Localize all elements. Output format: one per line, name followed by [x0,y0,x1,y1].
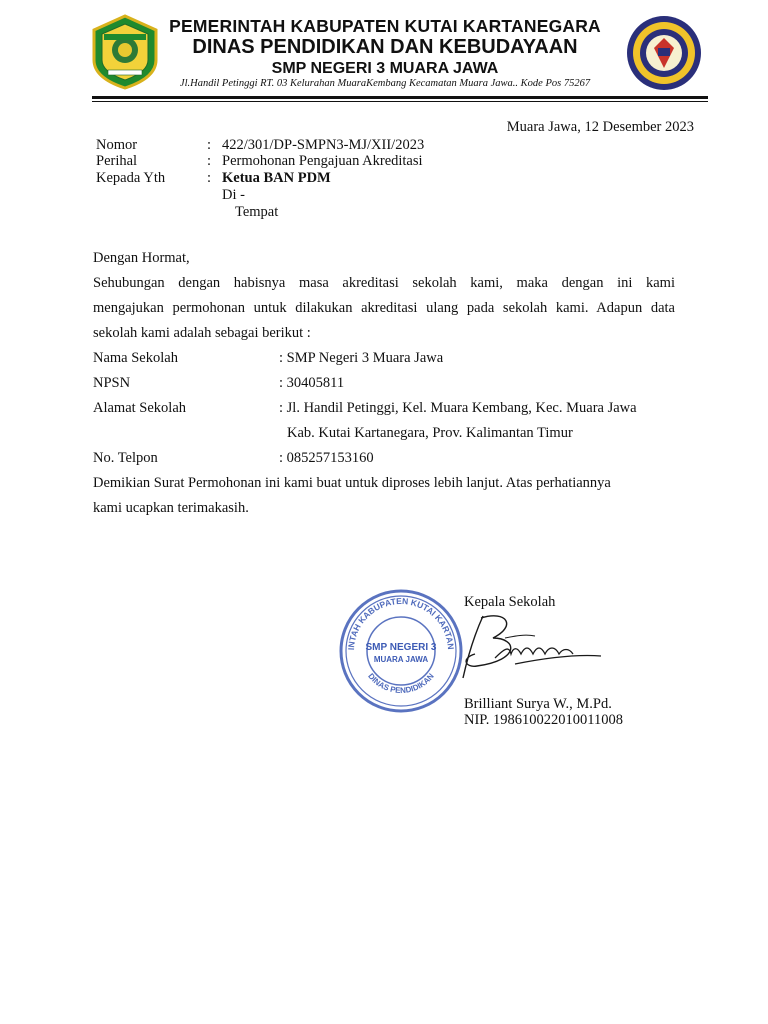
svg-text:MUARA JAWA: MUARA JAWA [373,655,429,664]
svg-text:SMP NEGERI 3: SMP NEGERI 3 [365,642,437,653]
meta-value-nomor: 422/301/DP-SMPN3-MJ/XII/2023 [222,137,425,153]
signer-name: Brilliant Surya W., M.Pd. [464,696,612,712]
recipient-di: Di - [222,187,245,203]
meta-value-kepada: Ketua BAN PDM [222,170,331,186]
greeting: Dengan Hormat, [93,250,190,266]
place-date: Muara Jawa, 12 Desember 2023 [506,119,694,135]
detail-value-address: : Jl. Handil Petinggi, Kel. Muara Kembang, Kec. Muara Jawa [279,400,637,416]
paragraph-line: Sehubungan dengan habisnya masa akreditasi sekolah kami, maka dengan ini kami [93,275,675,291]
official-stamp [336,586,466,716]
meta-label-kepada: Kepada Yth [96,170,166,186]
detail-value-name: : SMP Negeri 3 Muara Jawa [279,350,444,366]
signer-title: Kepala Sekolah [464,594,556,610]
meta-sep-nomor: : [207,137,212,153]
detail-label-name: Nama Sekolah [93,350,178,366]
recipient-tempat: Tempat [235,204,279,220]
header-department: DINAS PENDIDIKAN DAN KEBUDAYAAN [192,36,578,58]
signer-nip: NIP. 198610022010011008 [464,712,623,728]
closing-line: kami ucapkan terimakasih. [93,500,249,516]
meta-sep-perihal: : [207,153,212,169]
detail-value-phone: : 085257153160 [279,450,374,466]
paragraph-line: mengajukan permohonan untuk dilakukan akreditasi ulang pada sekolah kami. Adapun data [93,300,675,316]
meta-value-perihal: Permohonan Pengajuan Akreditasi [222,153,423,169]
school-logo [624,14,704,92]
meta-label-perihal: Perihal [96,153,138,169]
detail-value-address-cont: Kab. Kutai Kartanegara, Prov. Kalimantan Timur [287,425,573,441]
svg-text:PEMERINTAH KABUPATEN KUTAI KAR: INTAH KABUPATEN KUTAI KARTAN [345,595,457,651]
header-school: SMP NEGERI 3 MUARA JAWA [271,60,499,77]
paragraph-line: sekolah kami adalah sebagai berikut : [93,325,311,341]
detail-label-address: Alamat Sekolah [93,400,187,416]
svg-text:DINAS PENDIDIKAN: DINAS PENDIDIKAN [366,671,436,696]
header-rule-thick [92,96,708,99]
header-address: Jl.Handil Petinggi RT. 03 Kelurahan MuaraKembang Kecamatan Muara Jawa.. Kode Pos 75267 [179,78,591,89]
detail-value-npsn: : 30405811 [279,375,345,391]
header-government: PEMERINTAH KABUPATEN KUTAI KARTANEGARA [169,16,601,36]
meta-label-nomor: Nomor [96,137,138,153]
detail-label-npsn: NPSN [93,375,131,391]
closing-line: Demikian Surat Permohonan ini kami buat untuk diproses lebih lanjut. Atas perhatiannya [93,475,611,491]
handwritten-signature [455,608,615,684]
header-rule-thin [92,101,708,102]
meta-sep-kepada: : [207,170,212,186]
detail-label-phone: No. Telpon [93,450,158,466]
